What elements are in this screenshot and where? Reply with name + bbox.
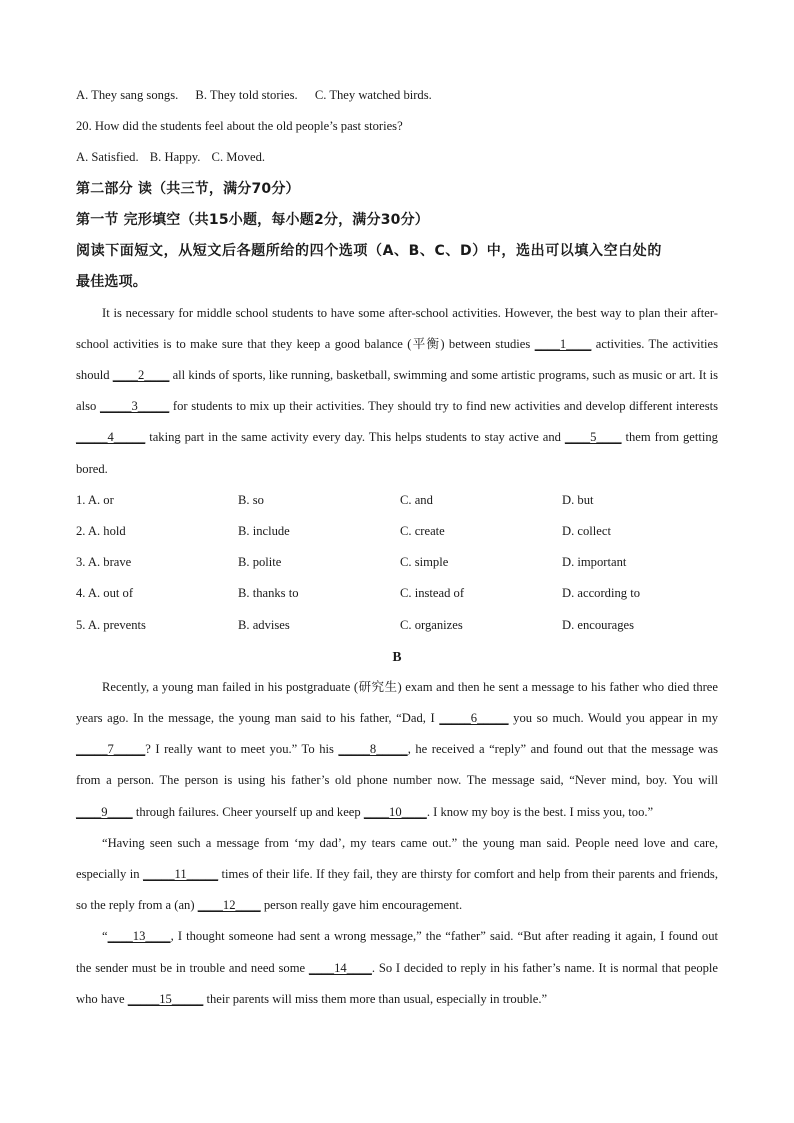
option: D. collect [562, 524, 611, 539]
passage-b-paragraph-1 [76, 672, 718, 828]
question-2-options [76, 516, 718, 547]
blank-13: ____13____ [107, 929, 171, 944]
q20-option-c: C. Moved. [211, 150, 266, 165]
blank-3: _____3_____ [99, 399, 170, 414]
question-3-options [76, 547, 718, 578]
q19-option-c: C. They watched birds. [314, 88, 432, 102]
part2-heading: 第二部分 读（共三节，满分70分） [76, 180, 300, 197]
passage-a-text: for students to mix up their activities. They should try to find new activities and develop different interests [169, 399, 718, 414]
option: C. organizes [400, 617, 463, 632]
passage-b-text: you so much. Would you appear in my [508, 711, 719, 726]
option: B. thanks to [238, 586, 299, 601]
option: C. create [400, 524, 445, 539]
passage-b-text: . So I decided to reply in his father’s name. It is normal that people who have [76, 960, 718, 1006]
option: B. polite [238, 555, 282, 570]
question-1-options [76, 485, 718, 516]
question-5-options [76, 610, 718, 641]
question-4-options [76, 578, 718, 609]
blank-7: _____7_____ [76, 742, 146, 757]
option: C. and [400, 492, 433, 507]
q19-option-b: B. They told stories. [195, 88, 298, 102]
instruction-line2: 最佳选项。 [76, 273, 147, 290]
passage-b-text: ? I really want to meet you.” To his [145, 742, 339, 757]
option: D. encourages [562, 617, 635, 632]
passage-a-text: activities. The activities should [76, 336, 718, 383]
exam-page [76, 80, 718, 1015]
passage-a-text: It is necessary for middle school students to have some after-school activities. However, the best way to plan their after-school activities is to make sure that they keep a good balance (平衡) between studies [76, 305, 718, 351]
option: 3. A. brave [76, 555, 132, 570]
q20-option-b: B. Happy. [149, 150, 201, 165]
passage-b-text: , he received a “reply” and found out that the message was from a person. The person is using his father’s old phone number now. The message said, “Never mind, boy. You will [76, 742, 718, 788]
blank-9: ____9____ [76, 804, 133, 819]
blank-12: ____12____ [197, 898, 261, 913]
option: B. advises [238, 617, 290, 632]
q19-options [76, 80, 718, 111]
passage-b-text: person really gave him encouragement. [260, 898, 463, 913]
option: C. simple [400, 555, 449, 570]
blank-10: ____10____ [363, 804, 427, 819]
passage-a-text: taking part in the same activity every day. This helps students to stay active and [145, 430, 565, 445]
passage-b-text: times of their life. If they fail, they are thirsty for comfort and help from their parents and friends, so the reply from a (an) [76, 867, 718, 913]
q20-question: 20. How did the students feel about the old people’s past stories? [76, 119, 403, 134]
q20-options [76, 142, 718, 173]
section1-heading: 第一节 完形填空（共15小题，每小题2分，满分30分） [76, 211, 429, 228]
option: 4. A. out of [76, 586, 134, 601]
option: 5. A. prevents [76, 617, 146, 632]
blank-5: ____5____ [564, 430, 622, 445]
passage-b-text: . I know my boy is the best. I miss you, too.” [426, 804, 654, 819]
passage-b-text: through failures. Cheer yourself up and keep [132, 804, 364, 819]
option: B. include [238, 524, 290, 539]
option: D. important [562, 555, 627, 570]
blank-15: _____15_____ [127, 991, 204, 1006]
q20-option-a: A. Satisfied. [76, 150, 139, 165]
blank-14: ____14____ [308, 960, 372, 975]
instruction-line1: 阅读下面短文，从短文后各题所给的四个选项（A、B、C、D）中，选出可以填入空白处的 [76, 242, 662, 259]
option: D. but [562, 492, 594, 507]
blank-11: _____11_____ [143, 867, 219, 882]
passage-b-text: their parents will miss them more than usual, especially in trouble.” [203, 991, 548, 1006]
blank-2: ____2____ [112, 368, 170, 383]
option: 1. A. or [76, 492, 114, 507]
q19-option-a: A. They sang songs. [76, 88, 179, 102]
passage-b-text: Recently, a young man failed in his postgraduate (研究生) exam and then he sent a message to his father who died three years ago. In the message, the young man said to his father, “Dad, I [76, 679, 718, 726]
passage-b-text: , I thought someone had sent a wrong message,” the “father” said. “But after reading it again, I found out the sender must be in trouble and need some [76, 929, 718, 975]
passage-b-text: “ [102, 929, 108, 944]
option: C. instead of [400, 586, 465, 601]
passage-a-text: all kinds of sports, like running, basketball, swimming and some artistic programs, such as music or art. It is also [76, 368, 718, 414]
blank-6: _____6_____ [439, 711, 509, 726]
blank-8: _____8_____ [338, 742, 408, 757]
passage-b-paragraph-3 [76, 921, 718, 1015]
option: D. according to [562, 586, 640, 601]
passage-b-paragraph-2 [76, 828, 718, 922]
option: 2. A. hold [76, 524, 126, 539]
passage-b-text: “Having seen such a message from ‘my dad’, my tears came out.” the young man said. People need love and care, especially in [76, 835, 718, 882]
blank-4: _____4_____ [76, 430, 146, 445]
section-b-label: B [392, 648, 402, 664]
passage-a [76, 298, 718, 485]
blank-1: ____1____ [534, 336, 592, 351]
option: B. so [238, 492, 264, 507]
passage-a-text: them from getting bored. [76, 430, 718, 476]
